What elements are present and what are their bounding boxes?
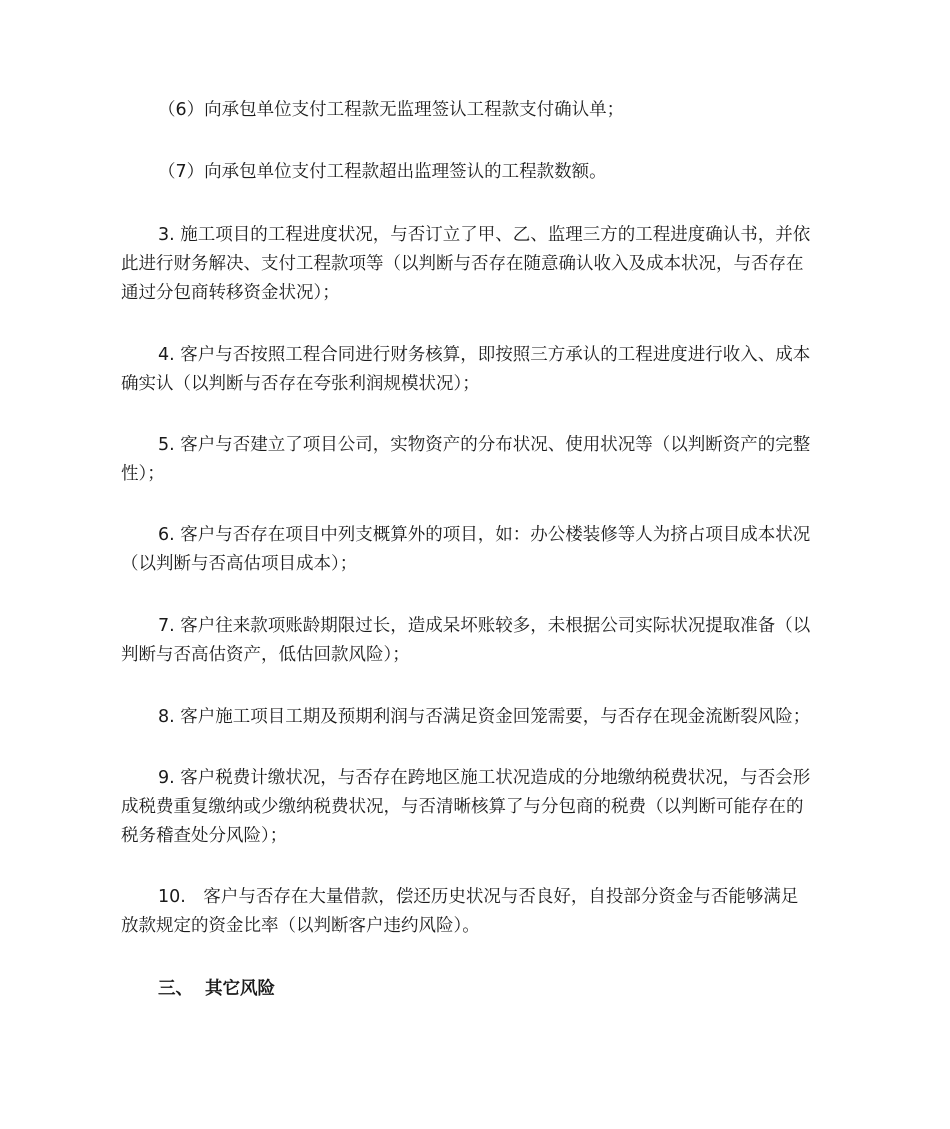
paragraph-line: 成税费重复缴纳或少缴纳税费状况，与否清晰核算了与分包商的税费（以判断可能存在的 <box>121 797 804 817</box>
paragraph-line: 通过分包商转移资金状况）； <box>121 283 340 303</box>
paragraph-line: 判断与否高估资产，低估回款风险）； <box>121 645 410 665</box>
paragraph-line: 此进行财务解决、支付工程款项等（以判断与否存在随意确认收入及成本状况，与否存在 <box>121 254 804 274</box>
paragraph-line: 税务稽查处分风险）； <box>121 826 288 846</box>
paragraph-line: 放款规定的资金比率（以判断客户违约风险）。 <box>121 916 480 936</box>
paragraph-line: 4. 客户与否按照工程合同进行财务核算，即按照三方承认的工程进度进行收入、成本 <box>158 345 811 365</box>
paragraph-line: 性）； <box>121 464 165 484</box>
paragraph-line: 8. 客户施工项目工期及预期利润与否满足资金回笼需要，与否存在现金流断裂风险； <box>158 707 811 727</box>
paragraph-line: （以判断与否高估项目成本）； <box>121 554 358 574</box>
list-item-6: （6）向承包单位支付工程款无监理签认工程款支付确认单； <box>158 100 625 120</box>
paragraph-line: 7. 客户往来款项账龄期限过长，造成呆坏账较多，未根据公司实际状况提取准备（以 <box>158 616 811 636</box>
section-number: 三、 <box>158 979 193 999</box>
paragraph-line: 3. 施工项目的工程进度状况，与否订立了甲、乙、监理三方的工程进度确认书，并依 <box>158 225 811 245</box>
paragraph-line: 9. 客户税费计缴状况，与否存在跨地区施工状况造成的分地缴纳税费状况，与否会形 <box>158 768 811 788</box>
paragraph-line: 5. 客户与否建立了项目公司，实物资产的分布状况、使用状况等（以判断资产的完整 <box>158 435 811 455</box>
paragraph-line: 10. 客户与否存在大量借款，偿还历史状况与否良好，自投部分资金与否能够满足 <box>158 887 799 907</box>
paragraph-line: 6. 客户与否存在项目中列支概算外的项目，如：办公楼装修等人为挤占项目成本状况 <box>158 525 811 545</box>
section-title: 其它风险 <box>205 979 275 999</box>
list-item-7: （7）向承包单位支付工程款超出监理签认的工程款数额。 <box>158 162 607 182</box>
paragraph-line: 确实认（以判断与否存在夸张利润规模状况）； <box>121 374 480 394</box>
